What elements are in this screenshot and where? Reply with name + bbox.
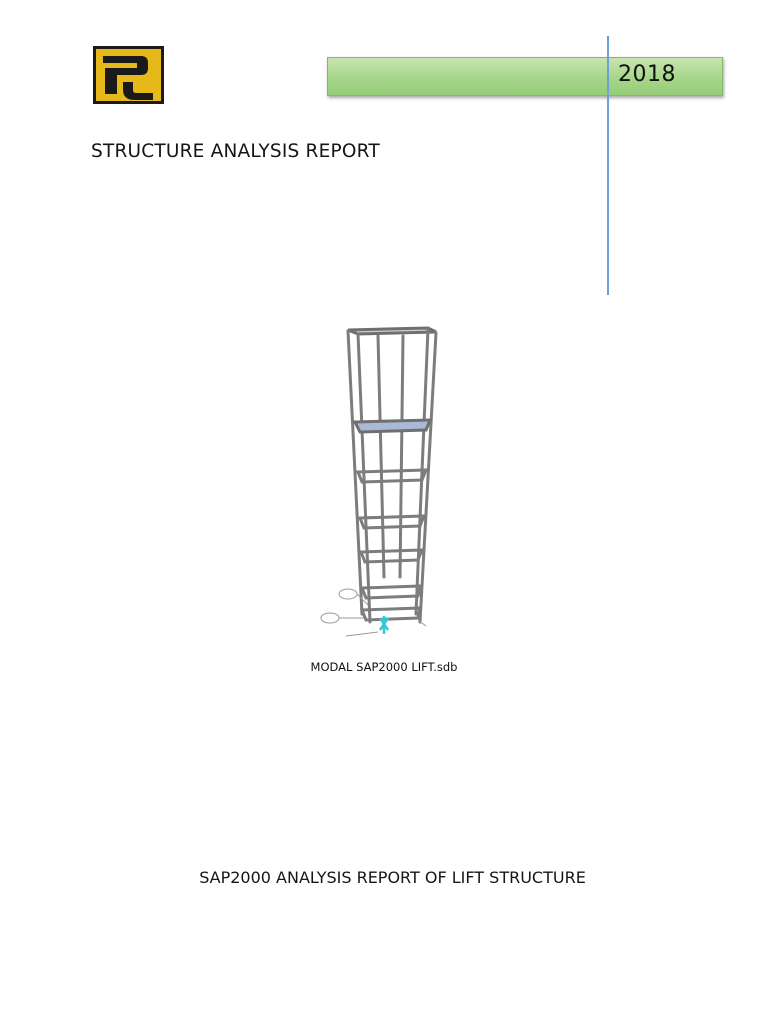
lift-frame-model-icon bbox=[318, 322, 446, 638]
vertical-divider-line bbox=[607, 36, 609, 295]
year-label: 2018 bbox=[618, 62, 676, 87]
year-banner bbox=[327, 57, 723, 96]
report-title: STRUCTURE ANALYSIS REPORT bbox=[91, 141, 380, 162]
report-subtitle: SAP2000 ANALYSIS REPORT OF LIFT STRUCTURE bbox=[199, 868, 586, 887]
figure-caption: MODAL SAP2000 LIFT.sdb bbox=[310, 660, 458, 674]
pu-ministry-logo-icon bbox=[93, 46, 164, 104]
